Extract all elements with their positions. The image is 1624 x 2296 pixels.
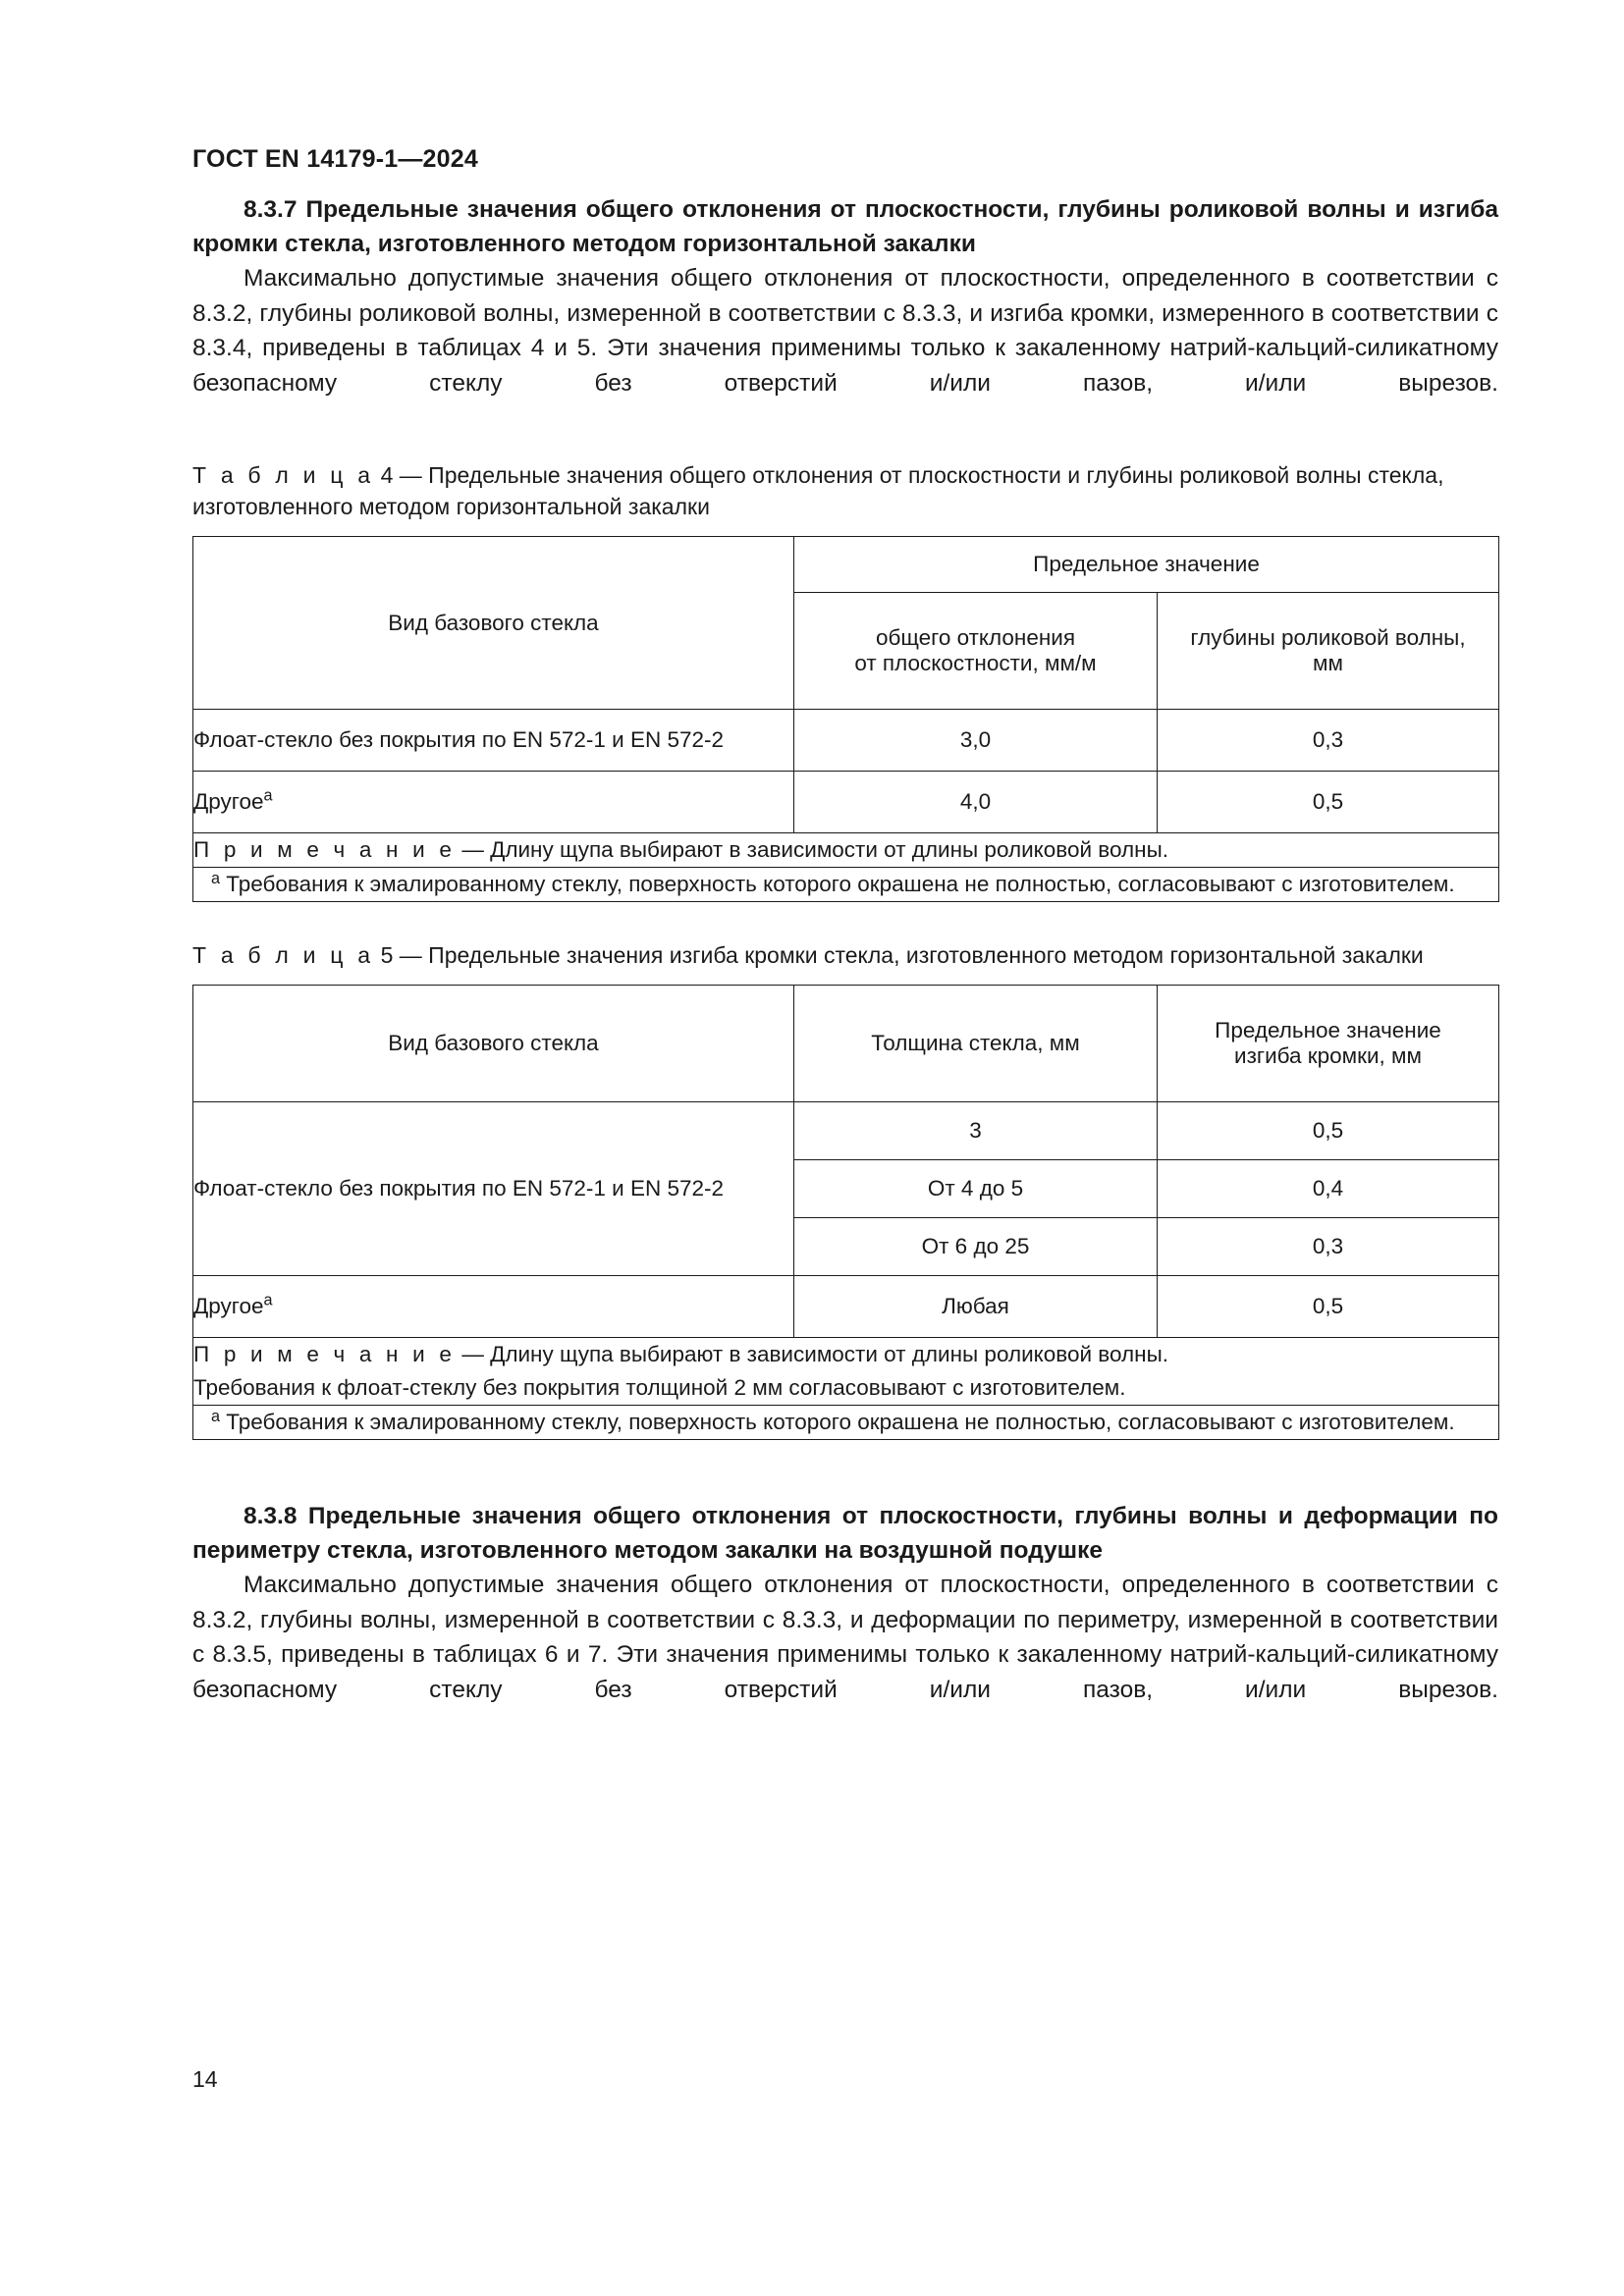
spacer (192, 902, 1498, 939)
table-4-cell-glass-1 (193, 772, 794, 833)
table-4-footnote (193, 868, 1499, 902)
table-4-cell-flatness-1: 4,0 (794, 772, 1158, 833)
table-4-note-text: Длину щупа выбирают в зависимости от длины роликовой волны. (490, 837, 1168, 862)
table-4-header-flatness-line1: общего отклонения (875, 625, 1076, 650)
table-5-header-row (193, 986, 1499, 1102)
table-4-header-row-1 (193, 537, 1499, 593)
table-4-cell-roller-wave-1: 0,5 (1158, 772, 1499, 833)
clause-8-3-8-heading: 8.3.8 Предельные значения общего отклонения от плоскостности, глубины волны и деформации по периметру стекла, изготовленного методом закалки на воздушной подушке (192, 1503, 1498, 1564)
clause-8-3-7-paragraph: Максимально допустимые значения общего отклонения от плоскостности, определенного в соответствии с 8.3.2, глубины роликовой волны, измеренной в соответствии с 8.3.3, и изгиба кромки, измеренного в соответствии с 8.3.4, приведены в таблицах 4 и 5. Эти значения применимы только к закаленному натрий-кальций-силикатному безопасному стеклу без отверстий и/или пазов, и/или вырезов. (192, 265, 1498, 397)
table-4-note-row (193, 833, 1499, 868)
table-4-caption-label: Т а б л и ц а (192, 462, 375, 488)
table-4-header-limit-group: Предельное значение (794, 537, 1499, 593)
table-4 (192, 536, 1499, 902)
table-5-footnote-ref: a (263, 1291, 273, 1309)
table-5-footnote (193, 1406, 1499, 1440)
table-5-cell-edge-bow-other: 0,5 (1158, 1276, 1499, 1338)
table-4-footnote-ref-1: a (263, 786, 273, 805)
table-4-header-roller-wave-line1: глубины роликовой волны, (1190, 625, 1466, 650)
page-content (192, 192, 1498, 1707)
table-5-footnote-row (193, 1406, 1499, 1440)
table-row (193, 772, 1499, 833)
table-5-note-dash: — (461, 1342, 484, 1366)
table-row (193, 1102, 1499, 1160)
table-row (193, 1276, 1499, 1338)
table-5-note (193, 1338, 1499, 1406)
table-5-cell-glass-other (193, 1276, 794, 1338)
table-5-cell-edge-bow-1: 0,4 (1158, 1160, 1499, 1218)
table-5-cell-edge-bow-2: 0,3 (1158, 1218, 1499, 1276)
spacer (192, 1440, 1498, 1499)
page-number: 14 (192, 2066, 218, 2092)
table-4-footnote-row (193, 868, 1499, 902)
table-5-header-edge-bow-line1: Предельное значение (1215, 1018, 1441, 1042)
table-5-note-row (193, 1338, 1499, 1406)
clause-8-3-7-heading: 8.3.7 Предельные значения общего отклонения от плоскостности, глубины роликовой волны и изгиба кромки стекла, изготовленного методом горизонтальной закалки (192, 196, 1498, 257)
spacer (192, 400, 1498, 459)
table-5-header-thickness: Толщина стекла, мм (794, 986, 1158, 1102)
table-5-header-edge-bow-line2: изгиба кромки, мм (1234, 1043, 1422, 1068)
table-5-cell-thickness-other: Любая (794, 1276, 1158, 1338)
table-4-caption-text: Предельные значения общего отклонения от плоскостности и глубины роликовой волны стекла, изготовленного методом горизонтальной закалки (192, 462, 1444, 519)
table-5-caption (192, 939, 1498, 971)
table-5-cell-thickness-1: От 4 до 5 (794, 1160, 1158, 1218)
table-5-cell-thickness-2: От 6 до 25 (794, 1218, 1158, 1276)
table-4-header-roller-wave (1158, 593, 1499, 710)
table-5-header-glass-type: Вид базового стекла (193, 986, 794, 1102)
table-4-header-flatness (794, 593, 1158, 710)
table-row (193, 710, 1499, 772)
table-4-footnote-text: Требования к эмалированному стеклу, поверхность которого окрашена не полностью, согласовывают с изготовителем. (226, 872, 1455, 896)
table-5-header-edge-bow (1158, 986, 1499, 1102)
table-4-header-roller-wave-line2: мм (1313, 651, 1343, 675)
table-5-cell-edge-bow-0: 0,5 (1158, 1102, 1499, 1160)
table-5-note-line1: Длину щупа выбирают в зависимости от длины роликовой волны. (490, 1342, 1168, 1366)
table-4-note-dash: — (461, 837, 484, 862)
table-4-cell-flatness-0: 3,0 (794, 710, 1158, 772)
table-4-cell-glass-1-text: Другое (193, 789, 264, 814)
table-4-caption (192, 459, 1498, 522)
table-4-header-flatness-line2: от плоскостности, мм/м (854, 651, 1097, 675)
table-4-cell-glass-0: Флоат-стекло без покрытия по EN 572-1 и EN 572-2 (193, 710, 794, 772)
table-4-caption-number: 4 (380, 462, 394, 488)
table-4-header-glass-type: Вид базового стекла (193, 537, 794, 710)
table-5-caption-dash: — (399, 942, 422, 968)
table-4-note-label: П р и м е ч а н и е (193, 837, 457, 862)
table-5-footnote-mark: a (211, 1407, 221, 1425)
table-5-footnote-text: Требования к эмалированному стеклу, поверхность которого окрашена не полностью, согласовывают с изготовителем. (226, 1410, 1455, 1434)
table-5-caption-number: 5 (380, 942, 394, 968)
running-header: ГОСТ EN 14179-1—2024 (192, 145, 478, 173)
table-4-caption-dash: — (399, 462, 422, 488)
table-4-cell-roller-wave-0: 0,3 (1158, 710, 1499, 772)
table-4-note (193, 833, 1499, 868)
table-5-cell-glass-other-text: Другое (193, 1294, 264, 1318)
clause-8-3-8-paragraph: Максимально допустимые значения общего отклонения от плоскостности, определенного в соответствии с 8.3.2, глубины волны, измеренной в соответствии с 8.3.3, и деформации по периметру, измеренной в соответствии с 8.3.5, приведены в таблицах 6 и 7. Эти значения применимы только к закаленному натрий-кальций-силикатному безопасному стеклу без отверстий и/или пазов, и/или вырезов. (192, 1572, 1498, 1703)
table-5-caption-text: Предельные значения изгиба кромки стекла, изготовленного методом горизонтальной закалки (428, 942, 1424, 968)
table-5-cell-thickness-0: 3 (794, 1102, 1158, 1160)
table-5 (192, 985, 1499, 1440)
table-5-note-line2: Требования к флоат-стеклу без покрытия толщиной 2 мм согласовывают с изготовителем. (193, 1375, 1126, 1400)
table-5-caption-label: Т а б л и ц а (192, 942, 375, 968)
table-5-note-label: П р и м е ч а н и е (193, 1342, 457, 1366)
table-4-footnote-mark: a (211, 869, 221, 887)
table-5-cell-glass-float: Флоат-стекло без покрытия по EN 572-1 и EN 572-2 (193, 1102, 794, 1276)
